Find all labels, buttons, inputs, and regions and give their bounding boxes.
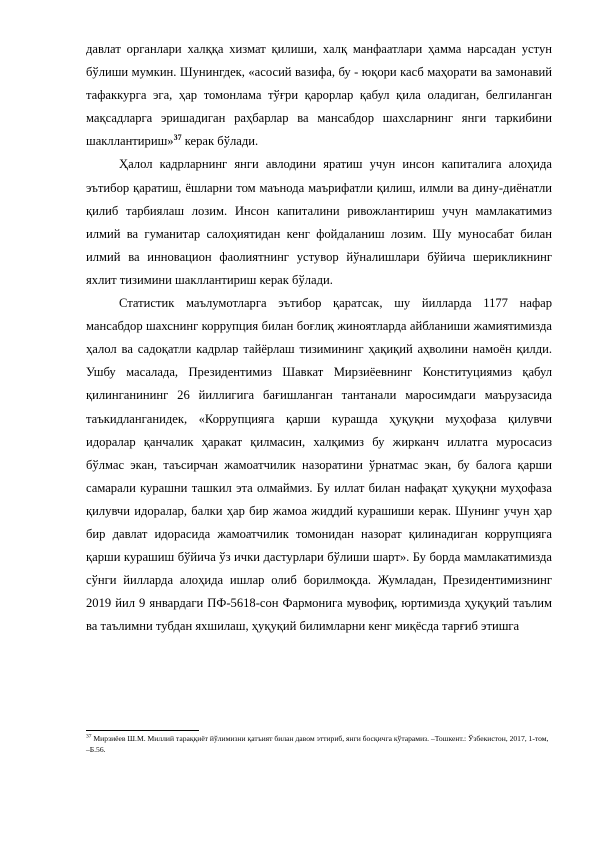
footnote-divider [86, 730, 199, 731]
document-body [86, 38, 552, 638]
footnote-number: 37 [86, 733, 92, 740]
paragraph-1-text: давлат органлари халққа хизмат қилиши, халқ манфаатлари ҳамма нарсадан устун бўлиши мумкин. Шунингдек, «асосий вазифа, бу - юқори касб маҳорати ва замонавий тафаккурга эга, ҳар томонлама тўғри қарорлар қабул қила оладиган, белгиланган мақсадларга эришадиган раҳбарлар ва мансабдор шахсларнинг янги таркибини шакллантириш» [86, 42, 552, 149]
paragraph-1 [86, 38, 552, 153]
footnote [86, 733, 552, 755]
paragraph-3: Статистик маълумотларга эътибор қаратсак, шу йилларда 1177 нафар мансабдор шахснинг коррупция билан боғлиқ жиноятларда айбланиши жамиятимизда ҳалол ва садоқатли кадрлар тайёрлаш тизимининг ҳақиқий аҳволини намоён қилди. Ушбу масалада, Президентимиз Шавкат Мирзиёевнинг Конституциямиз қабул қилинганининг 26 йиллигига бағишланган тантанали маросимдаги маърузасида таъкидланганидек, «Коррупцияга қарши курашда ҳуқуқни муҳофаза қилувчи идоралар қанчалик ҳаракат қилмасин, халқимиз бу жирканч иллатга муросасиз бўлмас экан, таъсирчан жамоатчилик назоратини ўрнатмас экан, бу балога қарши самарали курашни ташкил эта олмаймиз. Бу иллат билан нафақат ҳуқуқни муҳофаза қилувчи идоралар, балки ҳар бир жамоа жиддий курашиши керак. Шунинг учун ҳар бир давлат идорасида жамоатчилик томонидан назорат қилинадиган коррупцияга қарши курашиш бўйича ўз ички дастурлари бўлиши шарт». Бу борда мамлакатимизда сўнги йилларда алоҳида ишлар олиб борилмоқда. Жумладан, Президентимизнинг 2019 йил 9 январдаги ПФ-5618-сон Фармонига мувофиқ, юртимизда ҳуқуқий таълим ва таълимни тубдан яхшилаш, ҳуқуқий билимларни кенг миқёсда тарғиб этишга [86, 296, 552, 634]
paragraph-2: Ҳалол кадрларнинг янги авлодини яратиш учун инсон капиталига алоҳида эътибор қаратиш, ёшларни том маънода маърифатли қилиш, илмли ва дину-диёнатли қилиб тарбиялаш лозим. Инсон капиталини ривожлантириш учун мамлакатимиз илмий ва гуманитар салоҳиятидан кенг фойдаланиш лозим. Шу муносабат билан илмий ва инновацион фаолиятнинг устувор йўналишлари бўйича шерикликнинг яхлит тизимини шакллантириш керак бўлади. [86, 157, 552, 287]
footnote-reference[interactable]: 37 [173, 133, 182, 143]
paragraph-1-text-end: керак бўлади. [181, 134, 259, 149]
footnote-text: Мирзиёев Ш.М. Миллий тараққиёт йўлимизни қатъият билан давом эттириб, янги босқичга кўтарамиз. –Тошкент.: Ўзбекистон, 2017, 1-том, –Б.56. [86, 734, 549, 754]
